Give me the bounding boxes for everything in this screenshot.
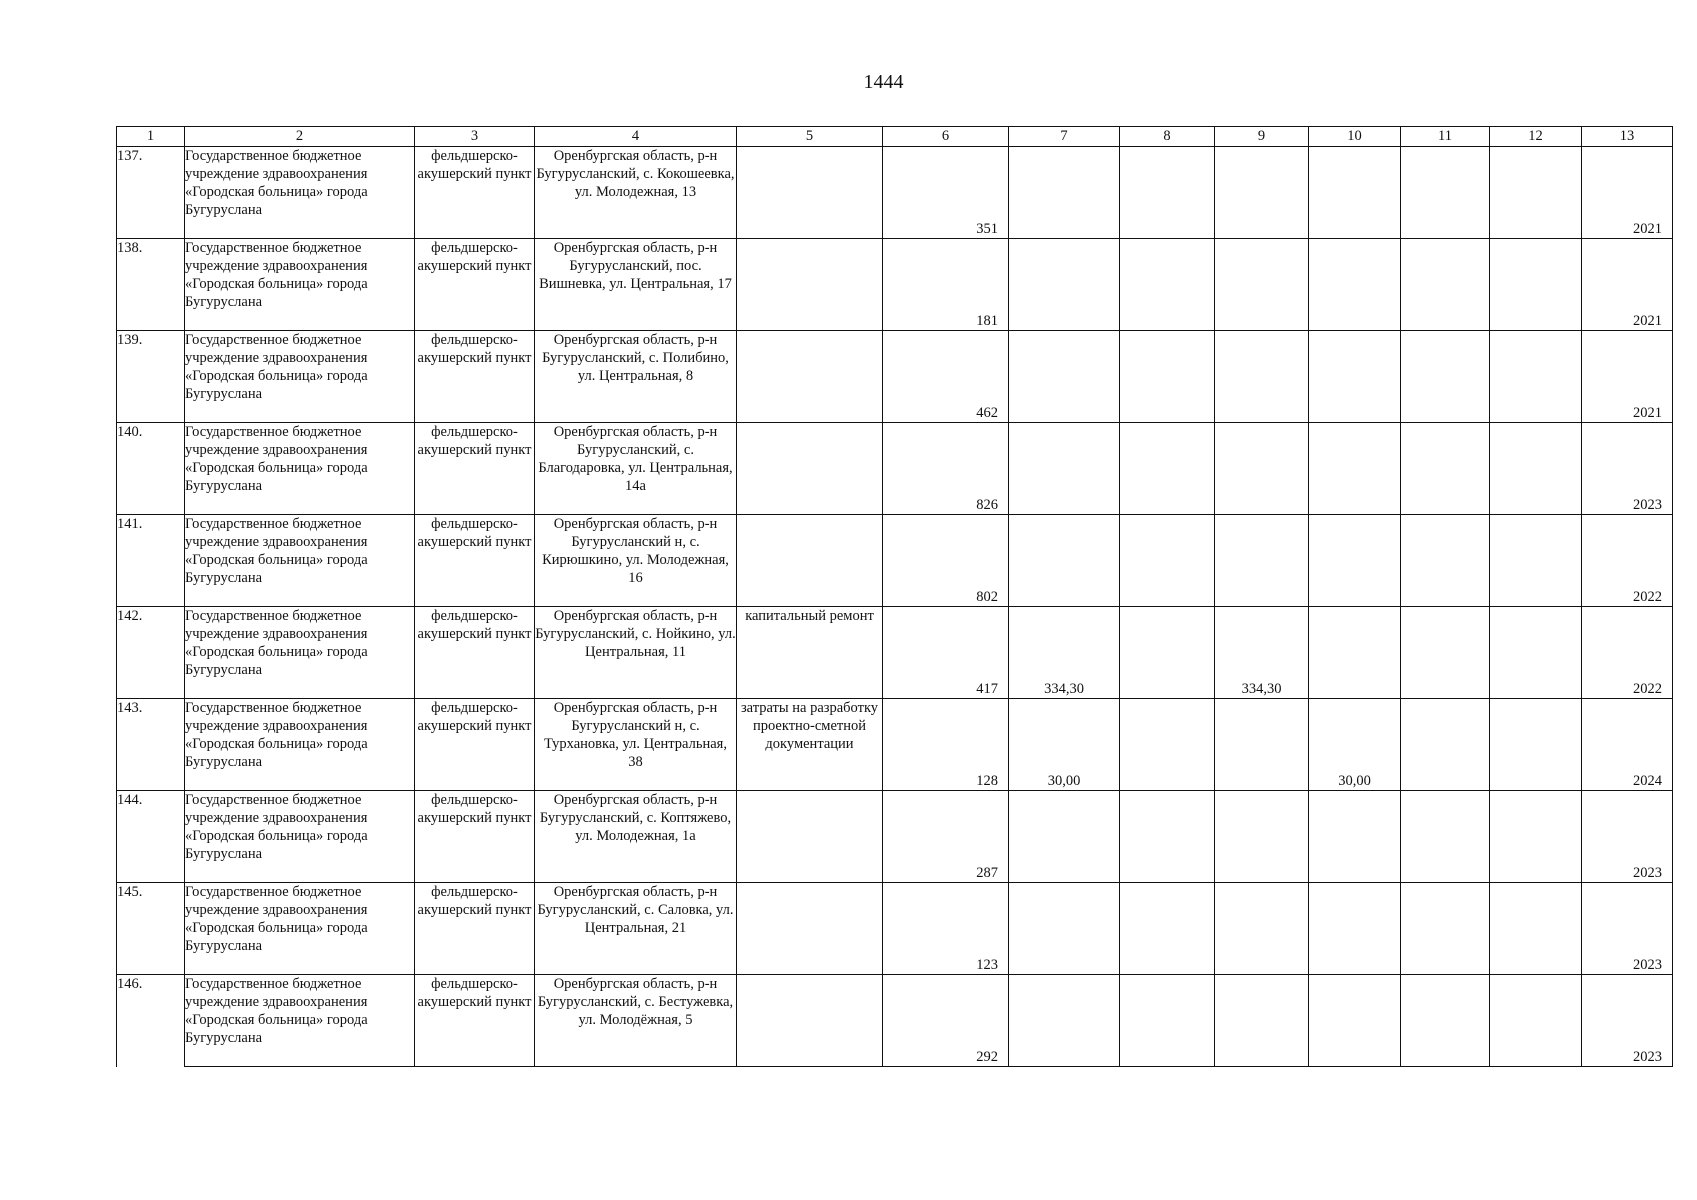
col-12-value-cell <box>1490 791 1582 883</box>
col-9-value-cell <box>1215 515 1309 607</box>
col-7-value: 30,00 <box>1047 773 1081 789</box>
year-value-cell <box>1582 607 1673 699</box>
col-10-value-cell <box>1309 699 1401 791</box>
year-value: 2022 <box>1633 681 1662 697</box>
col-9-value-cell <box>1215 975 1309 1067</box>
col-7-value-cell <box>1009 607 1120 699</box>
facility-type: фельдшерско-акушерский пункт <box>415 239 535 331</box>
work-type <box>737 883 883 975</box>
col-12-value-cell <box>1490 699 1582 791</box>
table-row <box>117 791 1673 883</box>
row-number: 145. <box>117 883 185 975</box>
work-type <box>737 791 883 883</box>
table-row <box>117 423 1673 515</box>
col-12-value-cell <box>1490 975 1582 1067</box>
table-row <box>117 607 1673 699</box>
col-7-value: 334,30 <box>1044 681 1084 697</box>
year-value-cell <box>1582 699 1673 791</box>
organization-name: Государственное бюджетное учреждение здравоохранения «Городская больница» города Бугуруслана <box>185 791 415 883</box>
work-type: затраты на разработку проектно-сметной документации <box>737 699 883 791</box>
column-header-4: 4 <box>535 127 737 147</box>
col-10-value-cell <box>1309 331 1401 423</box>
col-6-value: 287 <box>976 865 998 881</box>
col-6-value: 802 <box>976 589 998 605</box>
facility-address: Оренбургская область, р-н Бугурусланский, с. Нойкино, ул. Центральная, 11 <box>535 607 737 699</box>
facility-type: фельдшерско-акушерский пункт <box>415 607 535 699</box>
work-type <box>737 147 883 239</box>
col-10-value-cell <box>1309 607 1401 699</box>
column-header-5: 5 <box>737 127 883 147</box>
organization-name: Государственное бюджетное учреждение здравоохранения «Городская больница» города Бугуруслана <box>185 975 415 1067</box>
year-value: 2021 <box>1633 221 1662 237</box>
facilities-table <box>116 126 1673 1067</box>
column-header-9: 9 <box>1215 127 1309 147</box>
col-8-value-cell <box>1120 331 1215 423</box>
row-number: 146. <box>117 975 185 1067</box>
col-6-value: 417 <box>976 681 998 697</box>
column-header-7: 7 <box>1009 127 1120 147</box>
work-type <box>737 331 883 423</box>
col-7-value-cell <box>1009 239 1120 331</box>
col-7-value-cell <box>1009 147 1120 239</box>
column-header-11: 11 <box>1401 127 1490 147</box>
col-12-value-cell <box>1490 607 1582 699</box>
year-value: 2023 <box>1633 957 1662 973</box>
col-7-value-cell <box>1009 883 1120 975</box>
col-6-value: 292 <box>976 1049 998 1065</box>
year-value: 2024 <box>1633 773 1662 789</box>
facility-type: фельдшерско-акушерский пункт <box>415 699 535 791</box>
col-6-value: 351 <box>976 221 998 237</box>
column-header-12: 12 <box>1490 127 1582 147</box>
col-6-value-cell <box>883 975 1009 1067</box>
col-10-value-cell <box>1309 423 1401 515</box>
col-8-value-cell <box>1120 239 1215 331</box>
col-12-value-cell <box>1490 331 1582 423</box>
year-value-cell <box>1582 147 1673 239</box>
col-11-value-cell <box>1401 423 1490 515</box>
col-11-value-cell <box>1401 975 1490 1067</box>
col-9-value-cell <box>1215 239 1309 331</box>
col-6-value-cell <box>883 883 1009 975</box>
facility-address: Оренбургская область, р-н Бугурусланский, с. Коптяжево, ул. Молодежная, 1а <box>535 791 737 883</box>
header-row <box>117 127 1673 147</box>
organization-name: Государственное бюджетное учреждение здравоохранения «Городская больница» города Бугуруслана <box>185 883 415 975</box>
col-10-value-cell <box>1309 975 1401 1067</box>
col-7-value-cell <box>1009 975 1120 1067</box>
year-value-cell <box>1582 331 1673 423</box>
work-type <box>737 515 883 607</box>
table-row <box>117 147 1673 239</box>
table-row <box>117 515 1673 607</box>
column-header-2: 2 <box>185 127 415 147</box>
facility-type: фельдшерско-акушерский пункт <box>415 975 535 1067</box>
table-row <box>117 331 1673 423</box>
year-value: 2022 <box>1633 589 1662 605</box>
col-8-value-cell <box>1120 147 1215 239</box>
column-header-1: 1 <box>117 127 185 147</box>
col-9-value-cell <box>1215 791 1309 883</box>
year-value: 2023 <box>1633 865 1662 881</box>
row-number: 139. <box>117 331 185 423</box>
table-row <box>117 239 1673 331</box>
col-6-value-cell <box>883 423 1009 515</box>
organization-name: Государственное бюджетное учреждение здравоохранения «Городская больница» города Бугуруслана <box>185 147 415 239</box>
col-10-value: 30,00 <box>1338 773 1371 789</box>
col-6-value-cell <box>883 239 1009 331</box>
year-value: 2023 <box>1633 1049 1662 1065</box>
row-number: 142. <box>117 607 185 699</box>
work-type <box>737 239 883 331</box>
col-6-value: 123 <box>976 957 998 973</box>
col-6-value-cell <box>883 699 1009 791</box>
organization-name: Государственное бюджетное учреждение здравоохранения «Городская больница» города Бугуруслана <box>185 607 415 699</box>
col-6-value-cell <box>883 607 1009 699</box>
facility-type: фельдшерско-акушерский пункт <box>415 883 535 975</box>
facility-address: Оренбургская область, р-н Бугурусланский, пос. Вишневка, ул. Центральная, 17 <box>535 239 737 331</box>
col-12-value-cell <box>1490 239 1582 331</box>
facility-address: Оренбургская область, р-н Бугурусланский, с. Благодаровка, ул. Центральная, 14а <box>535 423 737 515</box>
col-8-value-cell <box>1120 607 1215 699</box>
facility-address: Оренбургская область, р-н Бугурусланский н, с. Турхановка, ул. Центральная, 38 <box>535 699 737 791</box>
organization-name: Государственное бюджетное учреждение здравоохранения «Городская больница» города Бугуруслана <box>185 331 415 423</box>
facility-address: Оренбургская область, р-н Бугурусланский, с. Саловка, ул. Центральная, 21 <box>535 883 737 975</box>
col-8-value-cell <box>1120 975 1215 1067</box>
year-value: 2021 <box>1633 313 1662 329</box>
facility-address: Оренбургская область, р-н Бугурусланский, с. Полибино, ул. Центральная, 8 <box>535 331 737 423</box>
facility-type: фельдшерско-акушерский пункт <box>415 331 535 423</box>
col-11-value-cell <box>1401 239 1490 331</box>
col-7-value-cell <box>1009 791 1120 883</box>
facility-type: фельдшерско-акушерский пункт <box>415 423 535 515</box>
facility-type: фельдшерско-акушерский пункт <box>415 515 535 607</box>
col-10-value-cell <box>1309 883 1401 975</box>
row-number: 144. <box>117 791 185 883</box>
col-9-value: 334,30 <box>1241 681 1282 697</box>
year-value-cell <box>1582 239 1673 331</box>
col-12-value-cell <box>1490 883 1582 975</box>
row-number: 141. <box>117 515 185 607</box>
col-12-value-cell <box>1490 515 1582 607</box>
col-8-value-cell <box>1120 883 1215 975</box>
col-6-value-cell <box>883 331 1009 423</box>
year-value-cell <box>1582 883 1673 975</box>
row-number: 138. <box>117 239 185 331</box>
work-type: капитальный ремонт <box>737 607 883 699</box>
col-6-value-cell <box>883 515 1009 607</box>
col-11-value-cell <box>1401 699 1490 791</box>
col-8-value-cell <box>1120 515 1215 607</box>
table-row <box>117 883 1673 975</box>
facility-type: фельдшерско-акушерский пункт <box>415 147 535 239</box>
col-7-value-cell <box>1009 699 1120 791</box>
col-6-value: 826 <box>976 497 998 513</box>
col-7-value-cell <box>1009 331 1120 423</box>
col-9-value-cell <box>1215 423 1309 515</box>
col-10-value-cell <box>1309 239 1401 331</box>
col-10-value-cell <box>1309 147 1401 239</box>
organization-name: Государственное бюджетное учреждение здравоохранения «Городская больница» города Бугуруслана <box>185 423 415 515</box>
col-11-value-cell <box>1401 791 1490 883</box>
facility-type: фельдшерско-акушерский пункт <box>415 791 535 883</box>
facility-address: Оренбургская область, р-н Бугурусланский, с. Кокошеевка, ул. Молодежная, 13 <box>535 147 737 239</box>
facility-address: Оренбургская область, р-н Бугурусланский, с. Бестужевка, ул. Молодёжная, 5 <box>535 975 737 1067</box>
row-number: 137. <box>117 147 185 239</box>
row-number: 140. <box>117 423 185 515</box>
col-9-value-cell <box>1215 147 1309 239</box>
col-12-value-cell <box>1490 423 1582 515</box>
col-12-value-cell <box>1490 147 1582 239</box>
year-value-cell <box>1582 791 1673 883</box>
col-8-value-cell <box>1120 791 1215 883</box>
col-6-value-cell <box>883 791 1009 883</box>
work-type <box>737 975 883 1067</box>
col-10-value-cell <box>1309 515 1401 607</box>
year-value-cell <box>1582 423 1673 515</box>
organization-name: Государственное бюджетное учреждение здравоохранения «Городская больница» города Бугуруслана <box>185 239 415 331</box>
col-7-value-cell <box>1009 423 1120 515</box>
year-value-cell <box>1582 975 1673 1067</box>
col-8-value-cell <box>1120 423 1215 515</box>
col-6-value-cell <box>883 147 1009 239</box>
col-8-value-cell <box>1120 699 1215 791</box>
column-header-6: 6 <box>883 127 1009 147</box>
column-header-10: 10 <box>1309 127 1401 147</box>
work-type <box>737 423 883 515</box>
year-value: 2021 <box>1633 405 1662 421</box>
column-header-8: 8 <box>1120 127 1215 147</box>
col-9-value-cell <box>1215 883 1309 975</box>
table-row <box>117 975 1673 1067</box>
col-11-value-cell <box>1401 515 1490 607</box>
col-11-value-cell <box>1401 607 1490 699</box>
organization-name: Государственное бюджетное учреждение здравоохранения «Городская больница» города Бугуруслана <box>185 515 415 607</box>
table-row <box>117 699 1673 791</box>
col-9-value-cell <box>1215 607 1309 699</box>
col-6-value: 181 <box>976 313 998 329</box>
col-7-value-cell <box>1009 515 1120 607</box>
col-6-value: 128 <box>976 773 998 789</box>
col-6-value: 462 <box>976 405 998 421</box>
row-number: 143. <box>117 699 185 791</box>
col-11-value-cell <box>1401 147 1490 239</box>
col-11-value-cell <box>1401 331 1490 423</box>
column-header-3: 3 <box>415 127 535 147</box>
col-10-value-cell <box>1309 791 1401 883</box>
page-number: 1444 <box>863 71 904 93</box>
facility-address: Оренбургская область, р-н Бугурусланский н, с. Кирюшкино, ул. Молодежная, 16 <box>535 515 737 607</box>
organization-name: Государственное бюджетное учреждение здравоохранения «Городская больница» города Бугуруслана <box>185 699 415 791</box>
col-9-value-cell <box>1215 331 1309 423</box>
col-9-value-cell <box>1215 699 1309 791</box>
col-11-value-cell <box>1401 883 1490 975</box>
column-header-13: 13 <box>1582 127 1673 147</box>
year-value: 2023 <box>1633 497 1662 513</box>
year-value-cell <box>1582 515 1673 607</box>
